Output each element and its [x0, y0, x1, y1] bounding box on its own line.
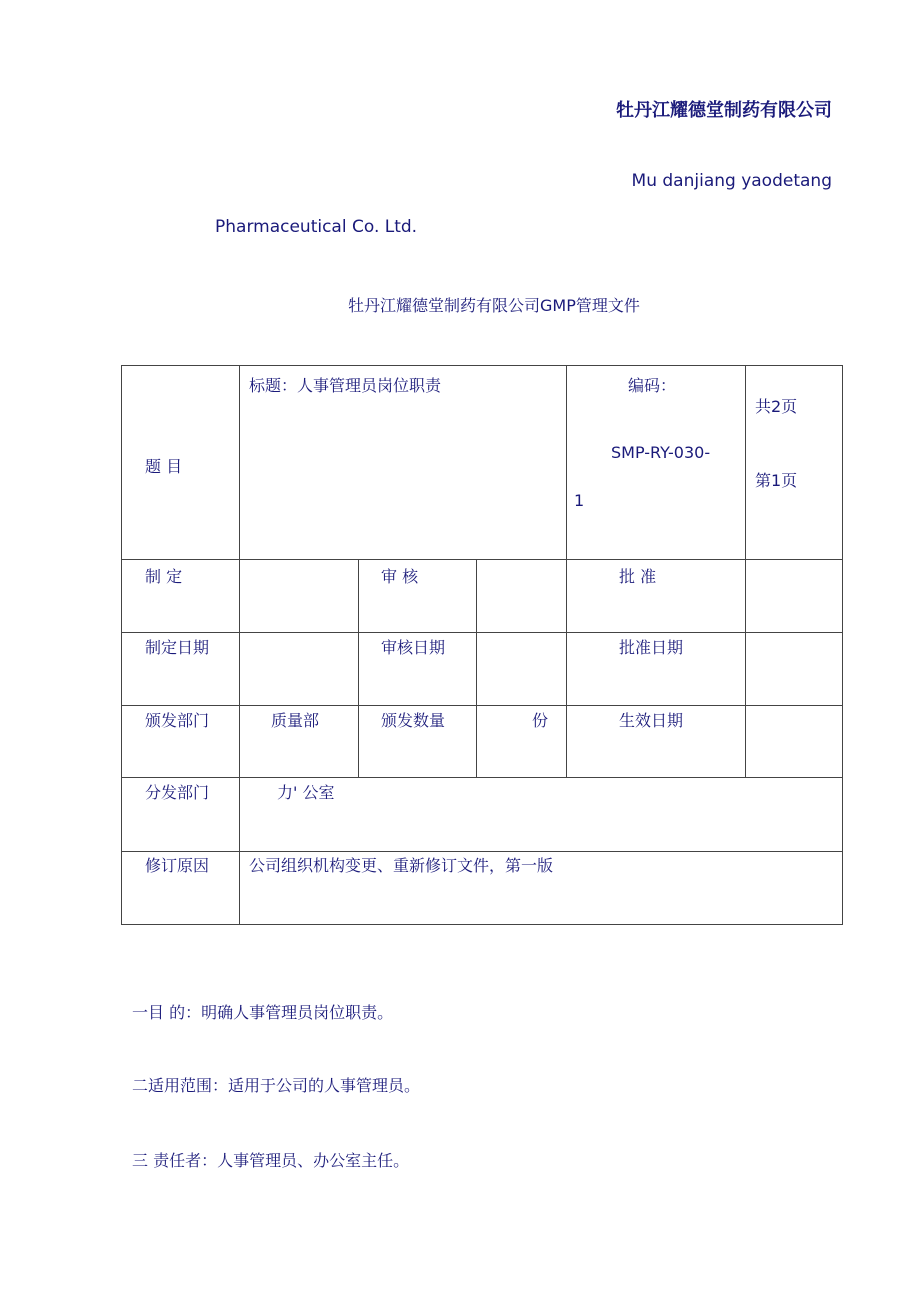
company-name-en-line1: Mu danjiang yaodetang [631, 171, 832, 191]
reviewed-label: 审 核 [381, 567, 419, 586]
code-value-line2: 1 [574, 491, 585, 510]
section-scope: 二适用范围：适用于公司的人事管理员。 [132, 1076, 421, 1095]
approved-label: 批 准 [619, 567, 657, 586]
company-name-cn: 牡丹江耀德堂制药有限公司 [616, 100, 832, 121]
section-responsible: 三 责任者：人事管理员、办公室主任。 [132, 1151, 410, 1170]
reviewed-date-label: 审核日期 [381, 638, 446, 657]
table-rule [122, 705, 842, 706]
table-rule [358, 559, 359, 778]
document-info-table [121, 365, 843, 925]
issue-dept-label: 颁发部门 [145, 711, 210, 730]
current-page: 第1页 [755, 471, 798, 490]
revision-reason-label: 修订原因 [145, 856, 210, 875]
issue-qty-label: 颁发数量 [381, 711, 446, 730]
table-rule [122, 632, 842, 633]
issue-qty-unit: 份 [532, 711, 549, 730]
title-text: 标题：人事管理员岗位职责 [249, 376, 442, 395]
company-name-en-line2: Pharmaceutical Co. Ltd. [215, 217, 418, 237]
approved-date-label: 批准日期 [619, 638, 684, 657]
table-rule [745, 366, 746, 778]
prepared-date-label: 制定日期 [145, 638, 210, 657]
table-rule [122, 777, 842, 778]
table-rule [476, 559, 477, 778]
effective-date-label: 生效日期 [619, 711, 684, 730]
prepared-label: 制 定 [145, 567, 183, 586]
issue-dept-value: 质量部 [271, 711, 320, 730]
section-purpose: 一目 的：明确人事管理员岗位职责。 [132, 1003, 394, 1022]
document-title: 牡丹江耀德堂制药有限公司GMP管理文件 [348, 296, 640, 315]
dist-dept-value: 力' 公室 [277, 783, 335, 802]
table-rule [566, 366, 567, 778]
table-rule [122, 559, 842, 560]
table-rule [122, 851, 842, 852]
dist-dept-label: 分发部门 [145, 783, 210, 802]
code-label: 编码： [628, 376, 677, 395]
code-value-line1: SMP-RY-030- [611, 443, 711, 462]
table-rule [239, 366, 240, 924]
subject-label: 题 目 [145, 457, 183, 476]
total-pages: 共2页 [755, 397, 798, 416]
revision-reason-value: 公司组织机构变更、重新修订文件，第一版 [249, 856, 554, 875]
